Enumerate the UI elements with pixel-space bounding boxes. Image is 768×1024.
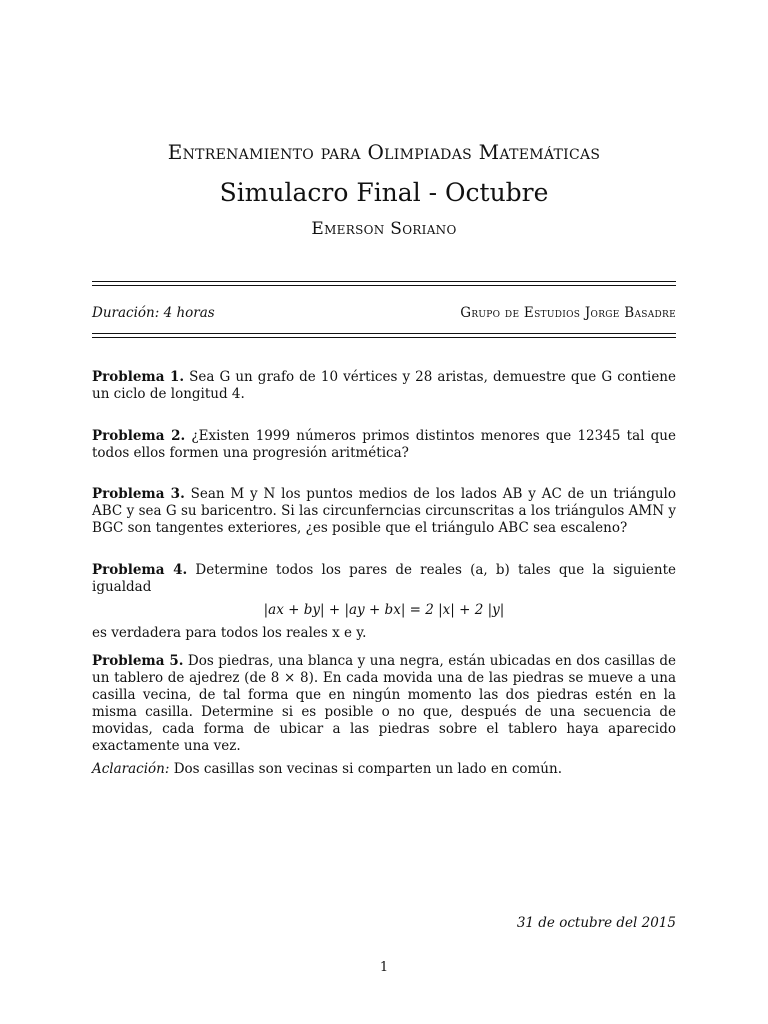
problem-3: [92, 486, 676, 537]
problem-text-after: es verdadera para todos los reales x e y.: [92, 625, 367, 641]
duration-value: 4 horas: [163, 305, 215, 321]
problem-4: [92, 562, 676, 642]
problem-2: [92, 428, 676, 462]
author-name: Emerson Soriano: [311, 219, 457, 239]
page-number: 1: [379, 960, 389, 975]
problem-text: Sea G un grafo de 10 vértices y 28 aristas, demuestre que G contiene un ciclo de longitud 4.: [92, 369, 676, 402]
page-title: Simulacro Final - Octubre: [219, 178, 549, 207]
problem-text: ¿Existen 1999 números primos distintos menores que 12345 tal que todos ellos formen una progresión aritmética?: [92, 428, 676, 461]
meta-row: [92, 305, 676, 321]
problem-text: Determine todos los pares de reales (a, b) tales que la siguiente igualdad: [92, 562, 676, 595]
series-title: Entrenamiento para Olimpiadas Matemáticas: [167, 140, 601, 164]
duration-label: Duración:: [92, 305, 160, 321]
problem-1: [92, 369, 676, 403]
problem-label: Problema 4.: [92, 562, 188, 578]
problem-label: Problema 1.: [92, 369, 185, 385]
problem-label: Problema 2.: [92, 428, 186, 444]
top-divider: [92, 281, 676, 286]
problem-5: [92, 653, 676, 778]
study-group: Grupo de Estudios Jorge Basadre: [460, 305, 676, 321]
problem-label: Problema 5.: [92, 653, 184, 669]
problem-label: Problema 3.: [92, 486, 185, 502]
problem-formula: |ax + by| + |ay + bx| = 2 |x| + 2 |y|: [263, 602, 505, 618]
note-text: Dos casillas son vecinas si comparten un lado en común.: [173, 761, 562, 777]
bottom-divider: [92, 333, 676, 338]
problem-text: Dos piedras, una blanca y una negra, están ubicadas en dos casillas de un tablero de ajedrez (de 8 × 8). En cada movida una de las piedras se mueve a una casilla vecina, de tal forma que en ningún momento las dos piedras estén en la misma casilla. Determine si es posible o no que, después de una secuencia de movidas, cada forma de ubicar a las piedras sobre el tablero haya aparecido exactamente una vez.: [92, 653, 676, 754]
note-label: Aclaración:: [92, 761, 170, 777]
problem-note: [92, 761, 676, 778]
document-date: 31 de octubre del 2015: [516, 915, 676, 931]
problem-text: Sean M y N los puntos medios de los lados AB y AC de un triángulo ABC y sea G su baricentro. Si las circunferncias circunscritas a los triángulos AMN y BGC son tangentes exteriores, ¿es posible que el triángulo ABC sea escaleno?: [92, 486, 676, 536]
duration: [92, 305, 215, 321]
